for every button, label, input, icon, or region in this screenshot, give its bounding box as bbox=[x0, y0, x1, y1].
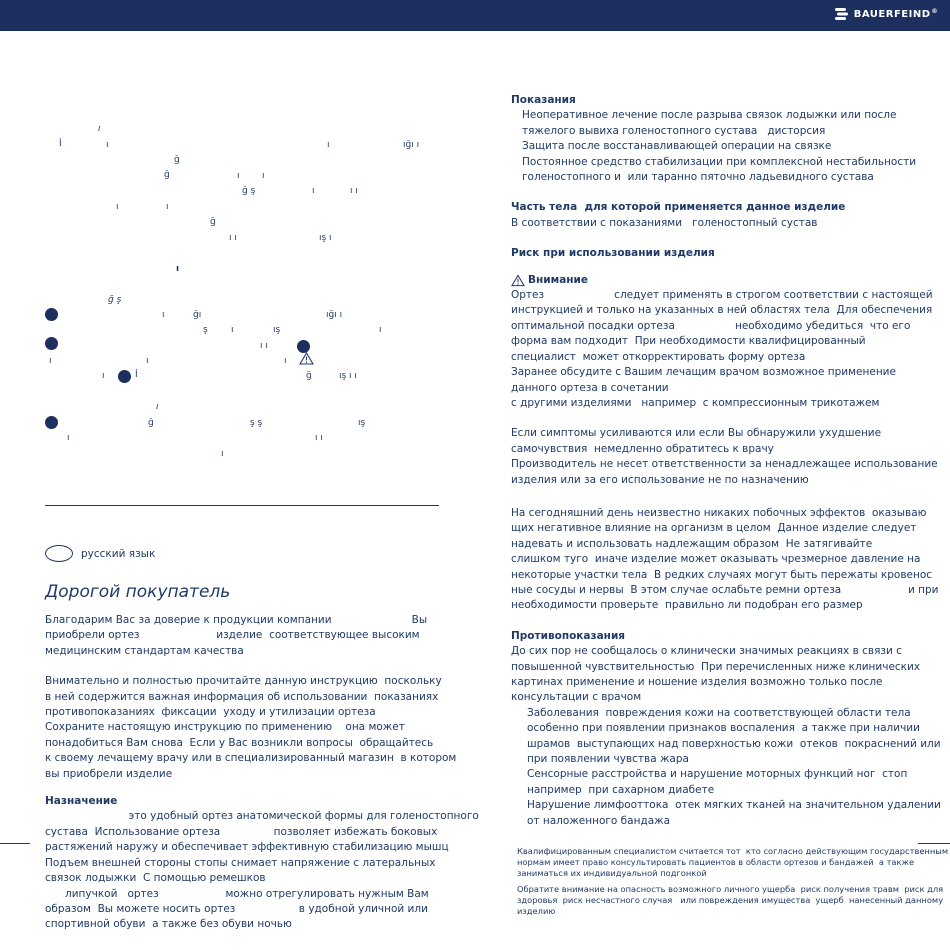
list-item: особенно при появлении признаков воспаления а также при наличии bbox=[527, 722, 920, 735]
text-line: липучкой ортез можно отрегулировать нужным Вам bbox=[45, 887, 429, 900]
diagram-fragment: ı bbox=[312, 186, 315, 196]
body-part-text: В соответствии с показаниями голеностопный сустав bbox=[511, 216, 818, 229]
diagram-fragment: ğ bbox=[174, 155, 180, 165]
diagram-fragment: ış bbox=[358, 418, 366, 428]
text-line: в ней содержится важная информация об использовании показаниях bbox=[45, 690, 439, 703]
text-line: понадобиться Вам снова Если у Вас возникли вопросы обращайтесь bbox=[45, 736, 434, 749]
diagram-fragment: ğ bbox=[306, 371, 312, 381]
diagram-fragment: ı bbox=[237, 171, 240, 181]
text-line: картинах применение и ношение изделия возможно только после bbox=[511, 676, 883, 688]
diagram-fragment: ş ş bbox=[250, 418, 263, 428]
text-line: Производитель не несет ответственности за ненадлежащее использование bbox=[511, 458, 938, 471]
text-line: надевать и использовать надлежащим образом Не затягивайте bbox=[511, 537, 873, 550]
diagram-fragment: ı bbox=[379, 325, 382, 335]
diagram-fragment: ğ bbox=[210, 217, 216, 227]
diagram-fragment: ı ı bbox=[260, 341, 268, 351]
list-item: шрамов выступающих над поверхностью кожи отеков покраснений или bbox=[527, 737, 941, 750]
diagram-fragment: ış bbox=[273, 325, 281, 335]
indications-heading: Показания bbox=[511, 94, 576, 106]
text-line: повышенной чувствительностью При перечисленных ниже клинических bbox=[511, 660, 921, 673]
diagram-fragment: ı bbox=[176, 264, 180, 274]
warning-triangle-icon bbox=[511, 274, 525, 287]
attention-paragraph bbox=[45, 674, 457, 782]
list-item: например при сахарном диабете bbox=[527, 783, 715, 796]
text-line: слишком туго иначе изделие может оказывать чрезмерное давление на bbox=[511, 553, 921, 566]
brand-name: BAUERFEIND bbox=[853, 8, 931, 20]
diagram-fragment: ı bbox=[262, 171, 265, 181]
brand-logo bbox=[834, 6, 938, 22]
body-part-heading: Часть тела для которой применяется данное изделие bbox=[511, 201, 846, 214]
text-line: это удобный ортез анатомической формы для голеностопного bbox=[45, 810, 479, 823]
text-line: На сегодняшний день неизвестно никаких побочных эффектов оказываю bbox=[511, 506, 927, 519]
text-line: растяжений наружу и обеспечивает эффективную стабилизацию мышц bbox=[45, 841, 449, 854]
text-line: оптимальной посадки ортеза необходимо убедиться что его bbox=[511, 319, 911, 332]
contraindications-list bbox=[511, 706, 941, 829]
text-line: здоровья риск несчастного случая или повреждения имущества ущерб нанесенный данному bbox=[517, 894, 944, 905]
diagram-fragment: ış ı ı bbox=[339, 371, 357, 381]
list-item: при появлении чувства жара bbox=[527, 753, 689, 766]
list-item: тяжелого вывиха голеностопного сустава дисторсия bbox=[522, 124, 826, 137]
diagram-fragment: ı ı bbox=[315, 433, 323, 443]
diagram-fragment: ığı ı bbox=[403, 140, 420, 150]
diagram-fragment: ı bbox=[162, 310, 165, 320]
text-line: Обратите внимание на опасность возможного личного ущерба риск получения травм риск для bbox=[517, 883, 944, 894]
text-line: противопоказаниях фиксации уходу и утилизации ортеза bbox=[45, 706, 376, 719]
text-line: ные сосуды и нервы В этом случае ослабьте ремни ортеза и при bbox=[511, 583, 939, 596]
diagram-fragment: ış ı bbox=[319, 233, 332, 243]
page-title: Дорогой покупатель bbox=[45, 582, 231, 602]
text-line: изделия или за его использование не по назначению bbox=[511, 473, 809, 486]
text-line: с другими изделиями например с компрессионным трикотажем bbox=[511, 396, 880, 409]
purpose-paragraph bbox=[45, 809, 479, 932]
diagram-fragment: ı bbox=[106, 140, 109, 150]
diagram-fragment: ğ ş bbox=[242, 186, 256, 196]
text-line: Внимательно и полностью прочитайте данную инструкцию поскольку bbox=[45, 675, 442, 688]
risk-heading: Риск при использовании изделия bbox=[511, 247, 715, 260]
text-line: Ортез следует применять в строгом соответствии с настоящей bbox=[511, 289, 933, 302]
diagram-fragment: İ bbox=[59, 139, 62, 149]
diagram-fragment: ı bbox=[166, 202, 169, 212]
purpose-heading: Назначение bbox=[45, 795, 118, 808]
diagram-fragment: ı bbox=[156, 402, 159, 412]
bullet-dot bbox=[118, 370, 131, 383]
text-line: Сохраните настоящую инструкцию по применению она может bbox=[45, 721, 405, 734]
margin-tick bbox=[0, 843, 30, 844]
text-line: Квалифицированным специалистом считается тот кто согласно действующим государственным bbox=[517, 846, 949, 856]
side-effects-paragraph bbox=[511, 506, 939, 614]
text-line: щих негативное влияние на организм в целом Данное изделие следует bbox=[511, 522, 917, 535]
text-line: связок лодыжки С помощью ремешков bbox=[45, 872, 266, 885]
text-line: данного ортеза в сочетании bbox=[511, 381, 669, 394]
right-column bbox=[511, 93, 941, 829]
language-label: русский язык bbox=[81, 548, 156, 560]
text-line: вы приобрели изделие bbox=[45, 767, 173, 780]
warning-title bbox=[511, 273, 931, 288]
warning-triangle-icon bbox=[299, 352, 314, 365]
list-item: Сенсорные расстройства и нарушение моторных функций ног стоп bbox=[527, 768, 908, 781]
text-line: нормам имеет право консультировать пациентов в области ортезов и бандажей а также bbox=[517, 857, 915, 868]
diagram-fragment: ş bbox=[203, 325, 208, 335]
header-bar bbox=[0, 0, 950, 31]
text-line: сустава Использование ортеза позволяет избежать боковых bbox=[45, 825, 438, 838]
text-line: образом Вы можете носить ортез в удобной уличной или bbox=[45, 902, 428, 915]
diagram-fragment: ğ bbox=[164, 170, 170, 180]
text-line: консультации с врачом bbox=[511, 691, 642, 704]
warning-paragraph bbox=[511, 288, 931, 411]
text-line: Благодарим Вас за доверие к продукции компании Вы bbox=[45, 614, 428, 626]
indications-list bbox=[511, 108, 931, 185]
list-item: от наложенного бандажа bbox=[527, 814, 671, 827]
footnote-qualified bbox=[517, 846, 949, 880]
left-column bbox=[45, 613, 479, 933]
text-line: необходимости проверьте правильно ли подобран его размер bbox=[511, 599, 863, 612]
bullet-dot bbox=[45, 337, 58, 350]
text-line: к своему лечащему врачу или в специализированный магазин в котором bbox=[45, 752, 457, 765]
text-line: заниматься их индивидуальной подгонкой bbox=[517, 868, 707, 879]
list-item: голеностопного и или таранно пяточно ладьевидного сустава bbox=[522, 171, 874, 184]
diagram-fragment: ı bbox=[231, 325, 234, 335]
text-line: Если симптомы усиливаются или если Вы обнаружили ухудшение bbox=[511, 427, 882, 440]
list-item: Заболевания повреждения кожи на соответствующей области тела bbox=[527, 706, 911, 719]
warning-heading: Внимание bbox=[528, 273, 589, 286]
contraindications-paragraph bbox=[511, 644, 931, 706]
diagram-fragment: ı ı bbox=[350, 186, 358, 196]
diagram-fragment: ı bbox=[116, 202, 119, 212]
text-line: инструкцией и только на указанных в ней областях тела Для обеспечения bbox=[511, 304, 933, 317]
text-line: медицинским стандартам качества bbox=[45, 644, 244, 657]
diagram-fragment: ı bbox=[284, 356, 287, 366]
diagram-fragment: ı bbox=[98, 124, 101, 134]
diagram-fragment: ı bbox=[67, 433, 70, 443]
diagram-fragment: ğı bbox=[193, 310, 202, 320]
diagram-fragment: ğ ş bbox=[108, 295, 122, 305]
diagram-fragment: ı bbox=[102, 371, 105, 381]
text-line: Подъем внешней стороны стопы снимает напряжение с латеральных bbox=[45, 856, 436, 869]
text-line: форма вам подходит При необходимости квалифицированный bbox=[511, 335, 866, 348]
diagram-fragment: ı ı bbox=[229, 233, 237, 243]
language-oval-icon bbox=[45, 545, 73, 562]
margin-tick bbox=[918, 843, 950, 844]
diagram-fragment: İ bbox=[135, 370, 138, 380]
trademark-symbol: ® bbox=[931, 7, 938, 15]
text-line: самочувствия немедленно обратитесь к врачу bbox=[511, 442, 774, 455]
list-item: Защита после восстанавливающей операции на связке bbox=[522, 140, 832, 153]
text-line: приобрели ортез изделие соответствующее высоким bbox=[45, 629, 420, 642]
diagram-fragment: ı bbox=[49, 356, 52, 366]
diagram-fragment: ı bbox=[221, 449, 224, 459]
text-line: специалист может откорректировать форму ортеза bbox=[511, 350, 806, 363]
list-item: Постоянное средство стабилизации при комплексной нестабильности bbox=[522, 155, 917, 168]
text-line: некоторые участки тела В редких случаях могут быть пережаты кровенос bbox=[511, 568, 933, 581]
bullet-dot bbox=[45, 416, 58, 429]
diagram-fragment: ığı ı bbox=[326, 310, 343, 320]
text-line: До сих пор не сообщалось о клинически значимых реакциях в связи с bbox=[511, 645, 902, 658]
list-item: Неоперативное лечение после разрыва связок лодыжки или после bbox=[522, 109, 897, 122]
diagram-fragment: ı bbox=[327, 140, 330, 150]
section-divider bbox=[45, 505, 439, 506]
symptoms-paragraph bbox=[511, 426, 938, 488]
bullet-dot bbox=[45, 308, 58, 321]
footnotes bbox=[517, 846, 949, 917]
bauerfeind-logo-icon bbox=[834, 6, 850, 22]
list-item: Нарушение лимфооттока отек мягких тканей на значительном удалении bbox=[527, 799, 941, 812]
intro-paragraph bbox=[45, 613, 445, 659]
text-line: спортивной обуви а также без обуви ночью bbox=[45, 918, 292, 931]
diagram-fragment: ı bbox=[146, 356, 149, 366]
contraindications-heading: Противопоказания bbox=[511, 629, 626, 642]
footnote-damage bbox=[517, 883, 944, 918]
text-line: изделию bbox=[517, 906, 556, 917]
text-line: Заранее обсудите с Вашим лечащим врачом возможное применение bbox=[511, 366, 896, 379]
diagram-fragment: ğ bbox=[148, 418, 154, 428]
